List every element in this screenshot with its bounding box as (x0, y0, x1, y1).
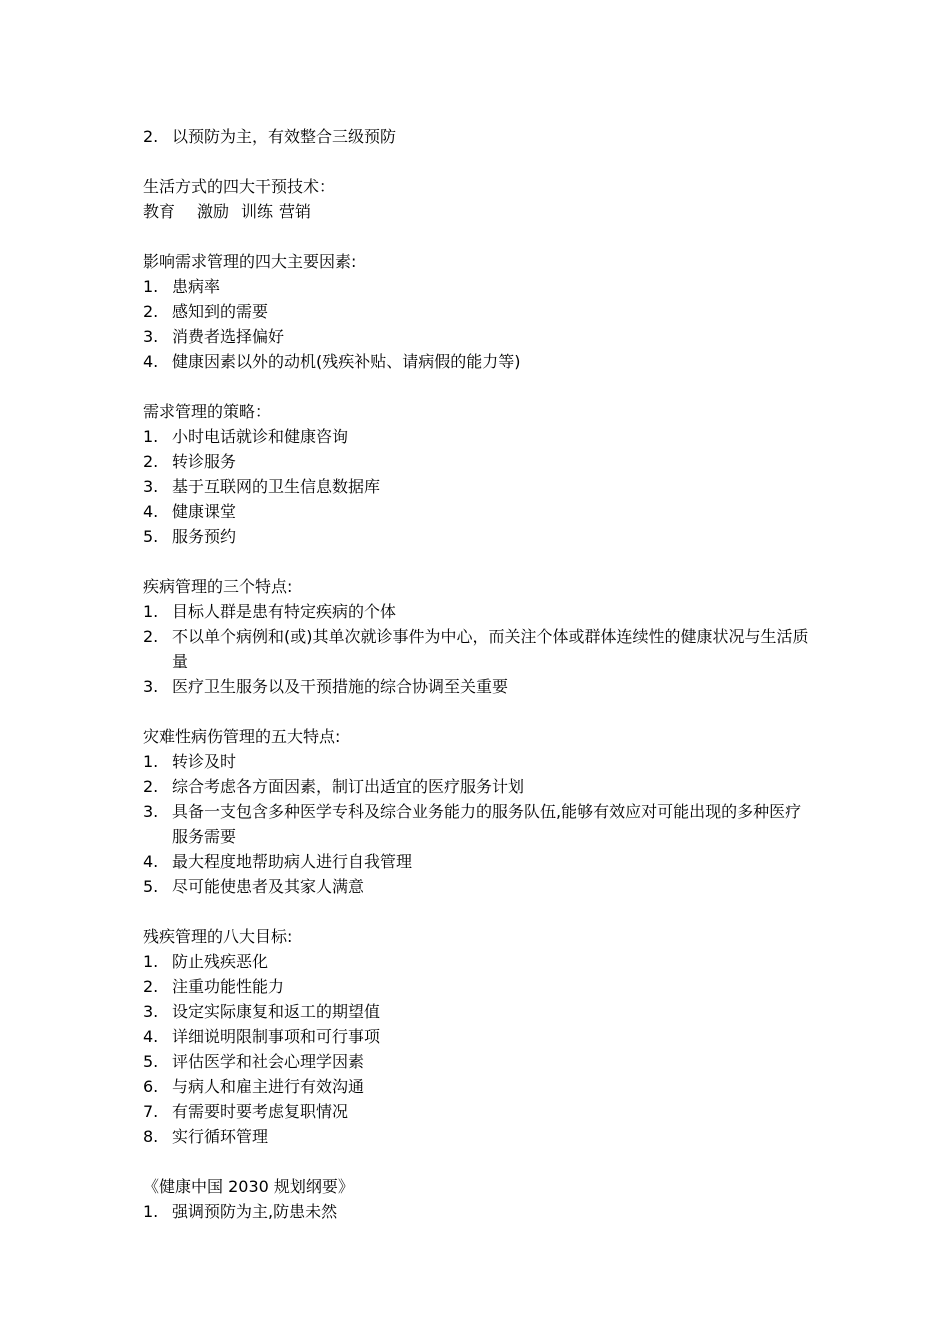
list-text: 与病人和雇主进行有效沟通 (172, 1077, 365, 1096)
list-text: 医疗卫生服务以及干预措施的综合协调至关重要 (172, 677, 509, 696)
list-number: 1. (143, 427, 159, 446)
list-item (143, 474, 813, 499)
list-number: 2. (143, 777, 159, 796)
list-number: 2. (143, 302, 159, 321)
list-item (143, 449, 813, 474)
paragraph-gap (143, 899, 813, 924)
list-number: 3. (143, 802, 159, 821)
list-item (143, 1024, 813, 1049)
list-text: 服务预约 (172, 527, 237, 546)
paragraph-gap (143, 549, 813, 574)
list-text: 尽可能使患者及其家人满意 (172, 877, 365, 896)
list-item (143, 774, 813, 799)
list-number: 1. (143, 952, 159, 971)
healthy-china-list (143, 1199, 813, 1224)
lifestyle-techniques (143, 199, 813, 224)
list-number: 3. (143, 477, 159, 496)
disease-mgmt-heading: 疾病管理的三个特点: (143, 577, 293, 596)
disability-list (143, 949, 813, 1149)
list-item (143, 624, 813, 674)
list-text: 转诊及时 (172, 752, 237, 771)
list-number: 7. (143, 1102, 159, 1121)
list-text: 基于互联网的卫生信息数据库 (172, 477, 381, 496)
list-text: 防止残疾恶化 (172, 952, 269, 971)
disease-mgmt-list (143, 599, 813, 699)
catastrophic-list (143, 749, 813, 899)
list-text: 小时电话就诊和健康咨询 (172, 427, 349, 446)
list-item (143, 999, 813, 1024)
list-item (143, 424, 813, 449)
list-item (143, 749, 813, 774)
list-text: 详细说明限制事项和可行事项 (172, 1027, 381, 1046)
list-item (143, 1074, 813, 1099)
list-text: 健康因素以外的动机(残疾补贴、请病假的能力等) (172, 352, 521, 371)
technique-education: 教育 (143, 202, 176, 221)
lifestyle-heading: 生活方式的四大干预技术： (143, 177, 336, 196)
catastrophic-heading: 灾难性病伤管理的五大特点: (143, 727, 341, 746)
list-number: 5. (143, 1052, 159, 1071)
list-text: 评估医学和社会心理学因素 (172, 1052, 365, 1071)
healthy-china-heading: 《健康中国 2030 规划纲要》 (143, 1177, 354, 1196)
list-number: 1. (143, 602, 159, 621)
list-number: 2. (143, 627, 159, 646)
list-text: 有需要时要考虑复职情况 (172, 1102, 349, 1121)
list-text: 不以单个病例和(或)其单次就诊事件为中心，而关注个体或群体连续性的健康状况与生活质量 (172, 627, 809, 671)
list-item (143, 674, 813, 699)
disability-heading: 残疾管理的八大目标: (143, 927, 293, 946)
list-number: 3. (143, 327, 159, 346)
demand-factors-heading: 影响需求管理的四大主要因素: (143, 252, 357, 271)
list-item (143, 799, 813, 849)
list-item (143, 274, 813, 299)
document-page (143, 124, 813, 1224)
paragraph-gap (143, 1149, 813, 1174)
list-text: 感知到的需要 (172, 302, 269, 321)
list-number: 3. (143, 677, 159, 696)
demand-strategy-heading: 需求管理的策略： (143, 402, 272, 421)
list-number: 1. (143, 1202, 159, 1221)
list-item (143, 874, 813, 899)
list-number: 2. (143, 977, 159, 996)
list-number: 5. (143, 877, 159, 896)
list-text: 最大程度地帮助病人进行自我管理 (172, 852, 413, 871)
list-item (143, 499, 813, 524)
paragraph-gap (143, 374, 813, 399)
list-item (143, 1099, 813, 1124)
list-number: 3. (143, 1002, 159, 1021)
list-item (143, 1049, 813, 1074)
list-number: 8. (143, 1127, 159, 1146)
list-text: 目标人群是患有特定疾病的个体 (172, 602, 397, 621)
list-number: 4. (143, 502, 159, 521)
list-text: 综合考虑各方面因素，制订出适宜的医疗服务计划 (172, 777, 525, 796)
list-number: 2. (143, 452, 159, 471)
list-text: 以预防为主，有效整合三级预防 (172, 127, 397, 146)
list-number: 4. (143, 352, 159, 371)
list-text: 健康课堂 (172, 502, 237, 521)
list-number: 1. (143, 752, 159, 771)
technique-training: 训练 (241, 202, 274, 221)
list-item (143, 349, 813, 374)
technique-marketing: 营销 (279, 202, 312, 221)
list-text: 患病率 (172, 277, 221, 296)
list-item (143, 299, 813, 324)
list-text: 设定实际康复和返工的期望值 (172, 1002, 381, 1021)
list-number: 1. (143, 277, 159, 296)
demand-strategy-list (143, 424, 813, 549)
list-number: 6. (143, 1077, 159, 1096)
list-number: 5. (143, 527, 159, 546)
list-text: 强调预防为主,防患未然 (172, 1202, 338, 1221)
list-item (143, 599, 813, 624)
list-text: 实行循环管理 (172, 1127, 269, 1146)
list-number: 4. (143, 852, 159, 871)
paragraph-gap (143, 149, 813, 174)
list-number: 4. (143, 1027, 159, 1046)
list-item (143, 949, 813, 974)
list-text: 消费者选择偏好 (172, 327, 285, 346)
list-item (143, 849, 813, 874)
list-text: 具备一支包含多种医学专科及综合业务能力的服务队伍,能够有效应对可能出现的多种医疗服务需要 (172, 802, 802, 846)
paragraph-gap (143, 224, 813, 249)
paragraph-gap (143, 699, 813, 724)
list-item (143, 324, 813, 349)
list-item (143, 1124, 813, 1149)
demand-factors-list (143, 274, 813, 374)
technique-motivation: 激励 (197, 202, 230, 221)
list-item (143, 124, 813, 149)
list-item (143, 1199, 813, 1224)
list-item (143, 524, 813, 549)
list-text: 注重功能性能力 (172, 977, 285, 996)
list-text: 转诊服务 (172, 452, 237, 471)
list-item (143, 974, 813, 999)
list-number: 2. (143, 127, 159, 146)
